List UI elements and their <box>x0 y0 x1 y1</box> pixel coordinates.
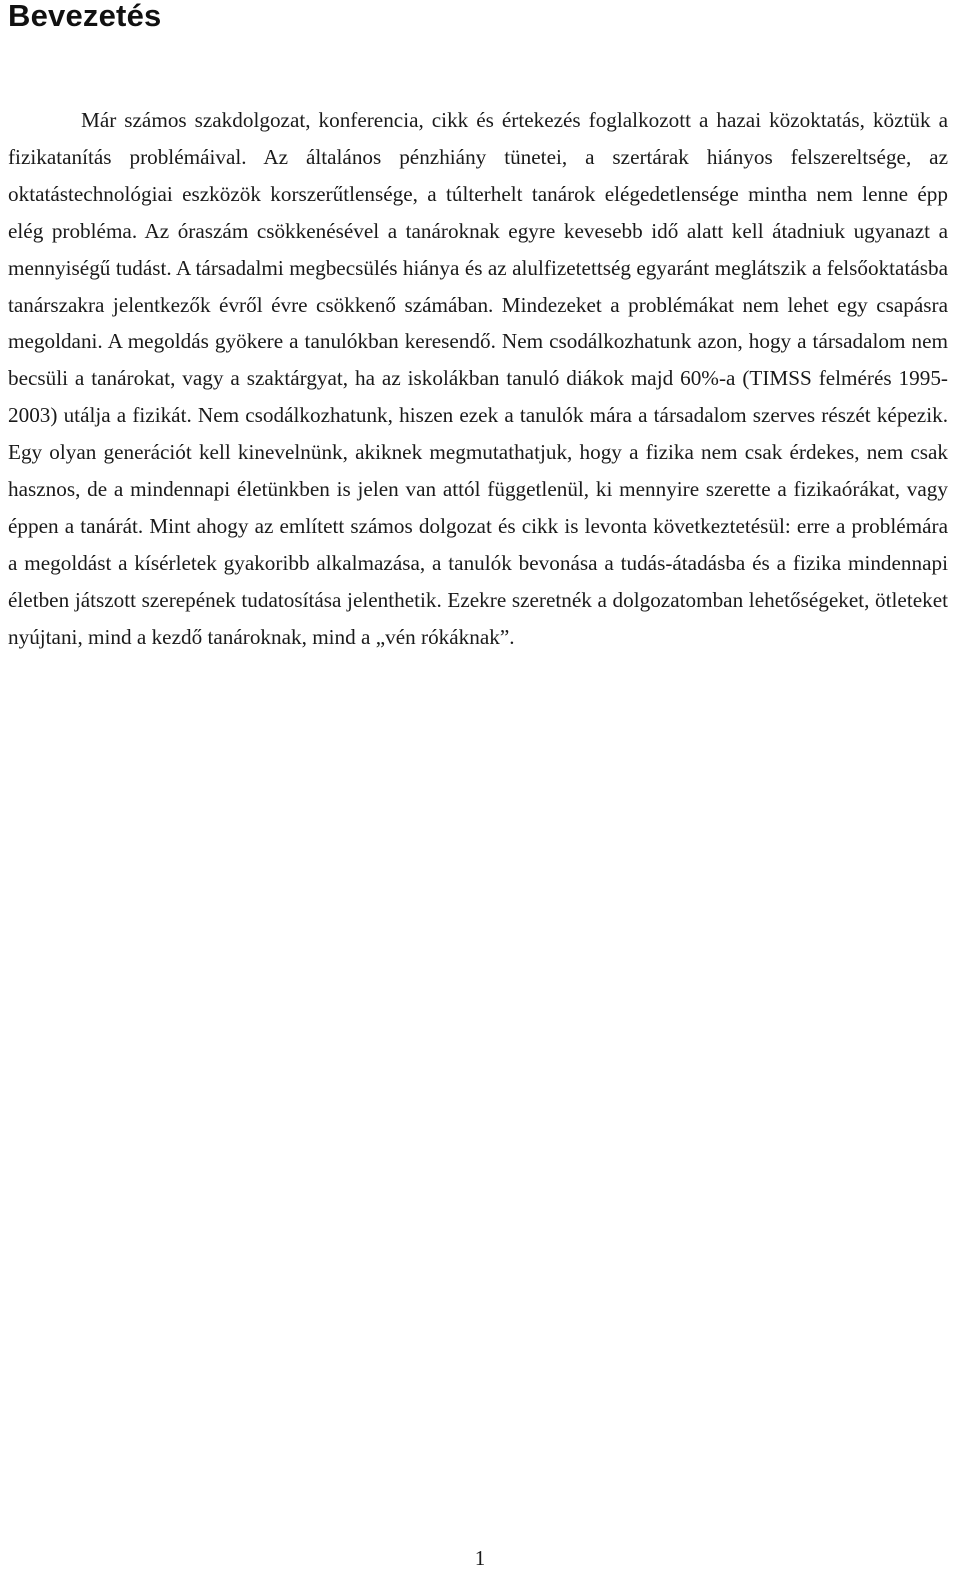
section-heading: Bevezetés <box>8 0 162 33</box>
page-number: 1 <box>474 1546 486 1570</box>
intro-paragraph: Már számos szakdolgozat, konferencia, cikk és értekezés foglalkozott a hazai közoktatás, köztük a fizikatanítás problémáival. Az általános pénzhiány tünetei, a szertárak hiányos felszereltsége, az oktatástechnológiai eszközök korszerűtlensége, a túlterhelt tanárok elégedetlensége mintha nem lenne épp elég probléma. Az óraszám csökkenésével a tanároknak egyre kevesebb idő alatt kell átadniuk ugyanazt a mennyiségű tudást. A társadalmi megbecsülés hiánya és az alulfizetettség egyaránt meglátszik a felsőoktatásba tanárszakra jelentkezők évről évre csökkenő számában. Mindezeket a problémákat nem lehet egy csapásra megoldani. A megoldás gyökere a tanulókban keresendő. Nem csodálkozhatunk azon, hogy a társadalom nem becsüli a tanárokat, vagy a szaktárgyat, ha az iskolákban tanuló diákok majd 60%-a (TIMSS felmérés 1995-2003) utálja a fizikát. Nem csodálkozhatunk, hiszen ezek a tanulók mára a társadalom szerves részét képezik. Egy olyan generációt kell kinevelnünk, akiknek megmutathatjuk, hogy a fizika nem csak érdekes, nem csak hasznos, de a mindennapi életünkben is jelen van attól függetlenül, ki mennyire szerette a fizikaórákat, vagy éppen a tanárát. Mint ahogy az említett számos dolgozat és cikk is levonta következtetésül: erre a problémára a megoldást a kísérletek gyakoribb alkalmazása, a tanulók bevonása a tudás-átadásba és a fizika mindennapi életben játszott szerepének tudatosítása jelenthetik. Ezekre szeretnék a dolgozatomban lehetőségeket, ötleteket nyújtani, mind a kezdő tanároknak, mind a „vén rókáknak”. <box>8 108 948 649</box>
